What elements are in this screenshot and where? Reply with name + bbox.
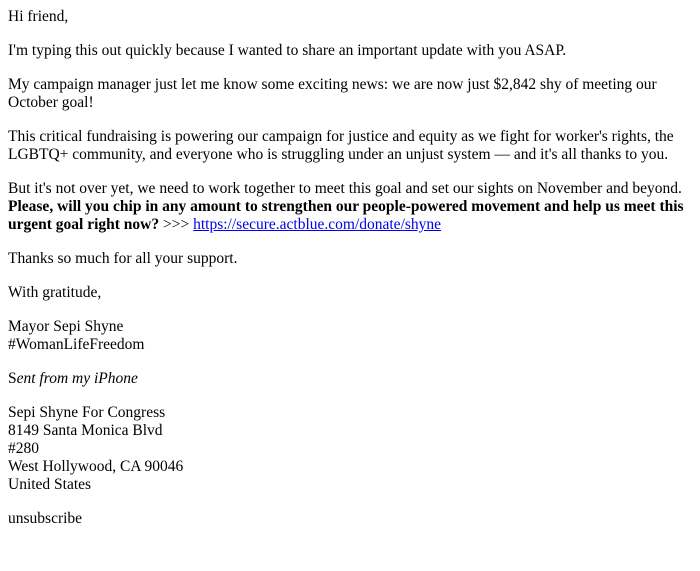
- sent-from-italic: ent from my iPhone: [16, 370, 138, 387]
- ask-bold-text: Please, will you chip in any amount to strengthen our people-powered movement and help us meet this urgent goal right now?: [8, 198, 684, 233]
- ask-intro-text: But it's not over yet, we need to work together to meet this goal and set our sights on November and beyond.: [8, 180, 682, 197]
- signature-name: Mayor Sepi Shyne: [8, 318, 124, 335]
- footer-org: Sepi Shyne For Congress: [8, 404, 166, 421]
- paragraph-thanks: Thanks so much for all your support.: [8, 250, 238, 267]
- unsubscribe-line: [8, 510, 692, 528]
- sent-from-plain: S: [8, 370, 17, 387]
- footer-address: [8, 404, 692, 494]
- sent-from-line: [8, 370, 692, 388]
- signature-hashtag: #WomanLifeFreedom: [8, 336, 145, 353]
- footer-street: 8149 Santa Monica Blvd: [8, 422, 163, 439]
- signature: [8, 318, 692, 354]
- paragraph-news: My campaign manager just let me know some exciting news: we are now just $2,842 shy of meeting our October goal!: [8, 76, 657, 111]
- footer-city: West Hollywood, CA 90046: [8, 458, 184, 475]
- paragraph-intro: I'm typing this out quickly because I wanted to share an important update with you ASAP.: [8, 42, 567, 59]
- paragraph-ask: [8, 180, 692, 234]
- ask-arrows: >>>: [163, 216, 190, 233]
- paragraph-fundraising: This critical fundraising is powering our campaign for justice and equity as we fight for worker's rights, the LGBTQ+ community, and everyone who is struggling under an unjust system — and it's all thanks to you.: [8, 128, 674, 163]
- greeting: Hi friend,: [8, 8, 69, 25]
- donate-link[interactable]: https://secure.actblue.com/donate/shyne: [193, 216, 442, 233]
- closing: With gratitude,: [8, 284, 102, 301]
- unsubscribe-link[interactable]: unsubscribe: [8, 510, 83, 527]
- footer-suite: #280: [8, 440, 39, 457]
- footer-country: United States: [8, 476, 92, 493]
